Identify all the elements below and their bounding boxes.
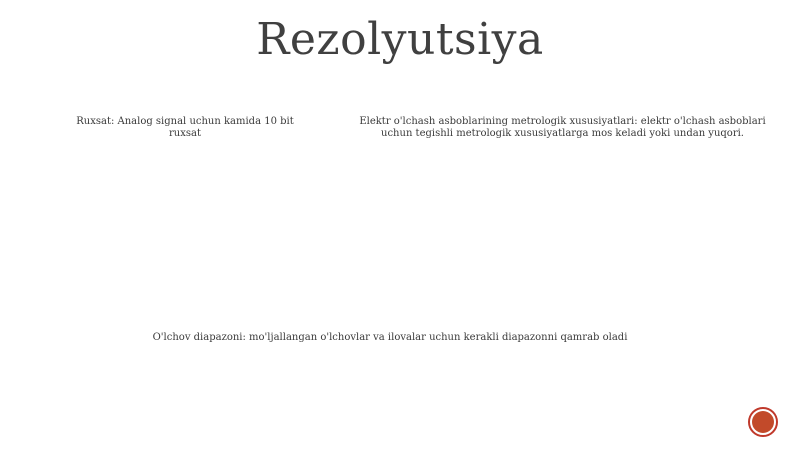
resolution-text: Ruxsat: Analog signal uchun kamida 10 bit ruxsat [76, 116, 294, 139]
circle-nav-icon[interactable] [748, 407, 778, 437]
slide-title: Rezolyutsiya [256, 14, 544, 65]
metrology-text: Elektr o'lchash asboblarining metrologik xususiyatlari: elektr o'lchash asboblari uchun tegishli metrologik xususiyatlarga mos keladi yoki undan yuqori. [359, 116, 766, 139]
range-text: O'lchov diapazoni: mo'ljallangan o'lchovlar va ilovalar uchun kerakli diapazonni qamrab oladi [152, 332, 628, 343]
circle-nav-inner [752, 411, 774, 433]
